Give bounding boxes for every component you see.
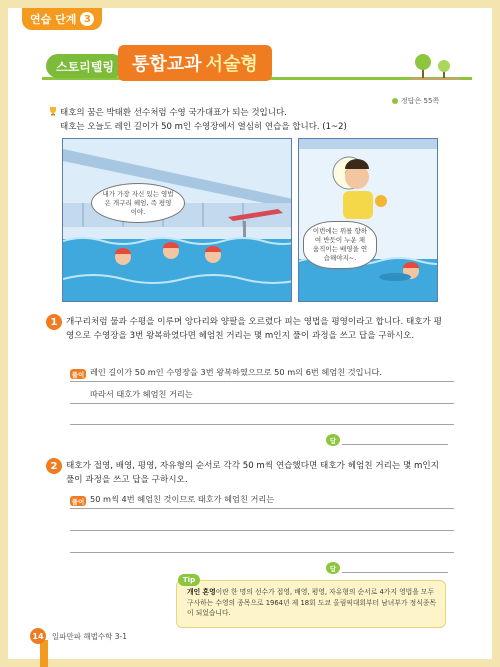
answer-ref-text: 정답은 55쪽 [401,97,440,105]
answer-line [342,572,448,573]
answer-reference [392,96,439,106]
answer-blank[interactable] [326,562,448,574]
book-title: 일파만파 해법수학 3-1 [52,631,127,641]
solution-tag: 풀이 [71,370,85,379]
question-number: 2 [46,458,62,474]
page-footer [30,628,127,644]
solution-line-2: 따라서 태호가 헤엄친 거리는 [90,389,193,399]
answer-blank[interactable] [326,434,448,446]
footer-accent-bar [40,640,48,667]
solution-line-1: 50 m씩 4번 헤엄친 것이므로 태호가 헤엄친 거리는 [90,494,275,504]
stage-tag [22,8,102,30]
answer-tag: 답 [326,562,340,574]
writing-line [70,530,454,531]
solution-line-1: 레인 길이가 50 m인 수영장을 3번 왕복하였으므로 50 m의 6번 헤엄친 것입니다. [90,367,382,377]
writing-line [70,381,454,382]
storytelling-tag: 스토리텔링 [46,54,124,78]
question-text: 개구리처럼 물과 수평을 이루며 앙다리와 양팔을 오르렸다 피는 영법을 평영이라고 합니다. 태호가 평영으로 수영장을 3번 왕복하였다면 헤엄친 거리는 몇 m인지 풀이 과정을 쓰고 답을 구하시오. [66,317,442,341]
trophy-icon [48,106,58,116]
solution-tag: 풀이 [71,497,85,506]
tip-term: 개인 혼영 [187,588,216,596]
question-text: 태호가 접영, 배영, 평영, 자유형의 순서로 각각 50 m씩 연습했다면 태호가 헤엄친 거리는 몇 m인지 풀이 과정을 쓰고 답을 구하시오. [66,461,439,485]
question-number: 1 [46,314,62,330]
intro-text [60,106,347,134]
intro-line-2: 태호는 오늘도 레인 길이가 50 m인 수영장에서 열심히 연습을 합니다. (1~2) [60,122,347,132]
pool-scene-image [63,139,292,302]
title-accent: 서술형 [205,54,258,75]
speech-bubble-left: 내가 가장 자신 있는 영법은 개구리 헤엄, 즉 평영이야. [91,183,185,223]
page-number: 14 [30,628,46,644]
stage-label: 연습 단계 [30,13,77,26]
comic-panel-coach [298,138,438,302]
trees-illustration [410,48,460,82]
stage-number: 3 [80,12,94,26]
question-2 [46,458,448,574]
coach-scene-image [299,139,438,302]
question-1 [46,314,448,446]
bullet-icon [392,98,398,104]
speech-bubble-right: 이번에는 위를 향하여 반듯이 누운 채 움직이는 배영을 연습해야지~. [303,221,377,269]
comic-panel-pool [62,138,292,302]
tip-tag: Tip [178,574,200,586]
comic-illustration [62,138,438,302]
intro-line-1: 태호의 꿈은 박태환 선수처럼 수영 국가대표가 되는 것입니다. [60,108,287,118]
tip-box [176,580,446,628]
tip-text: 이란 한 명의 선수가 접영, 배영, 평영, 자유형의 순서로 4가지 영법을 모두 구사하는 수영의 종목으로 1964년 제 18회 도쿄 올림픽대회부터 남녀부가 정식종목이 되었습니다. [187,588,436,617]
title-main: 통합교과 [132,54,202,75]
writing-line [70,403,454,404]
answer-tag: 답 [326,434,340,446]
page-title [118,45,272,81]
writing-line [70,508,454,509]
answer-line [342,444,448,445]
writing-line [70,552,454,553]
writing-line [70,424,454,425]
